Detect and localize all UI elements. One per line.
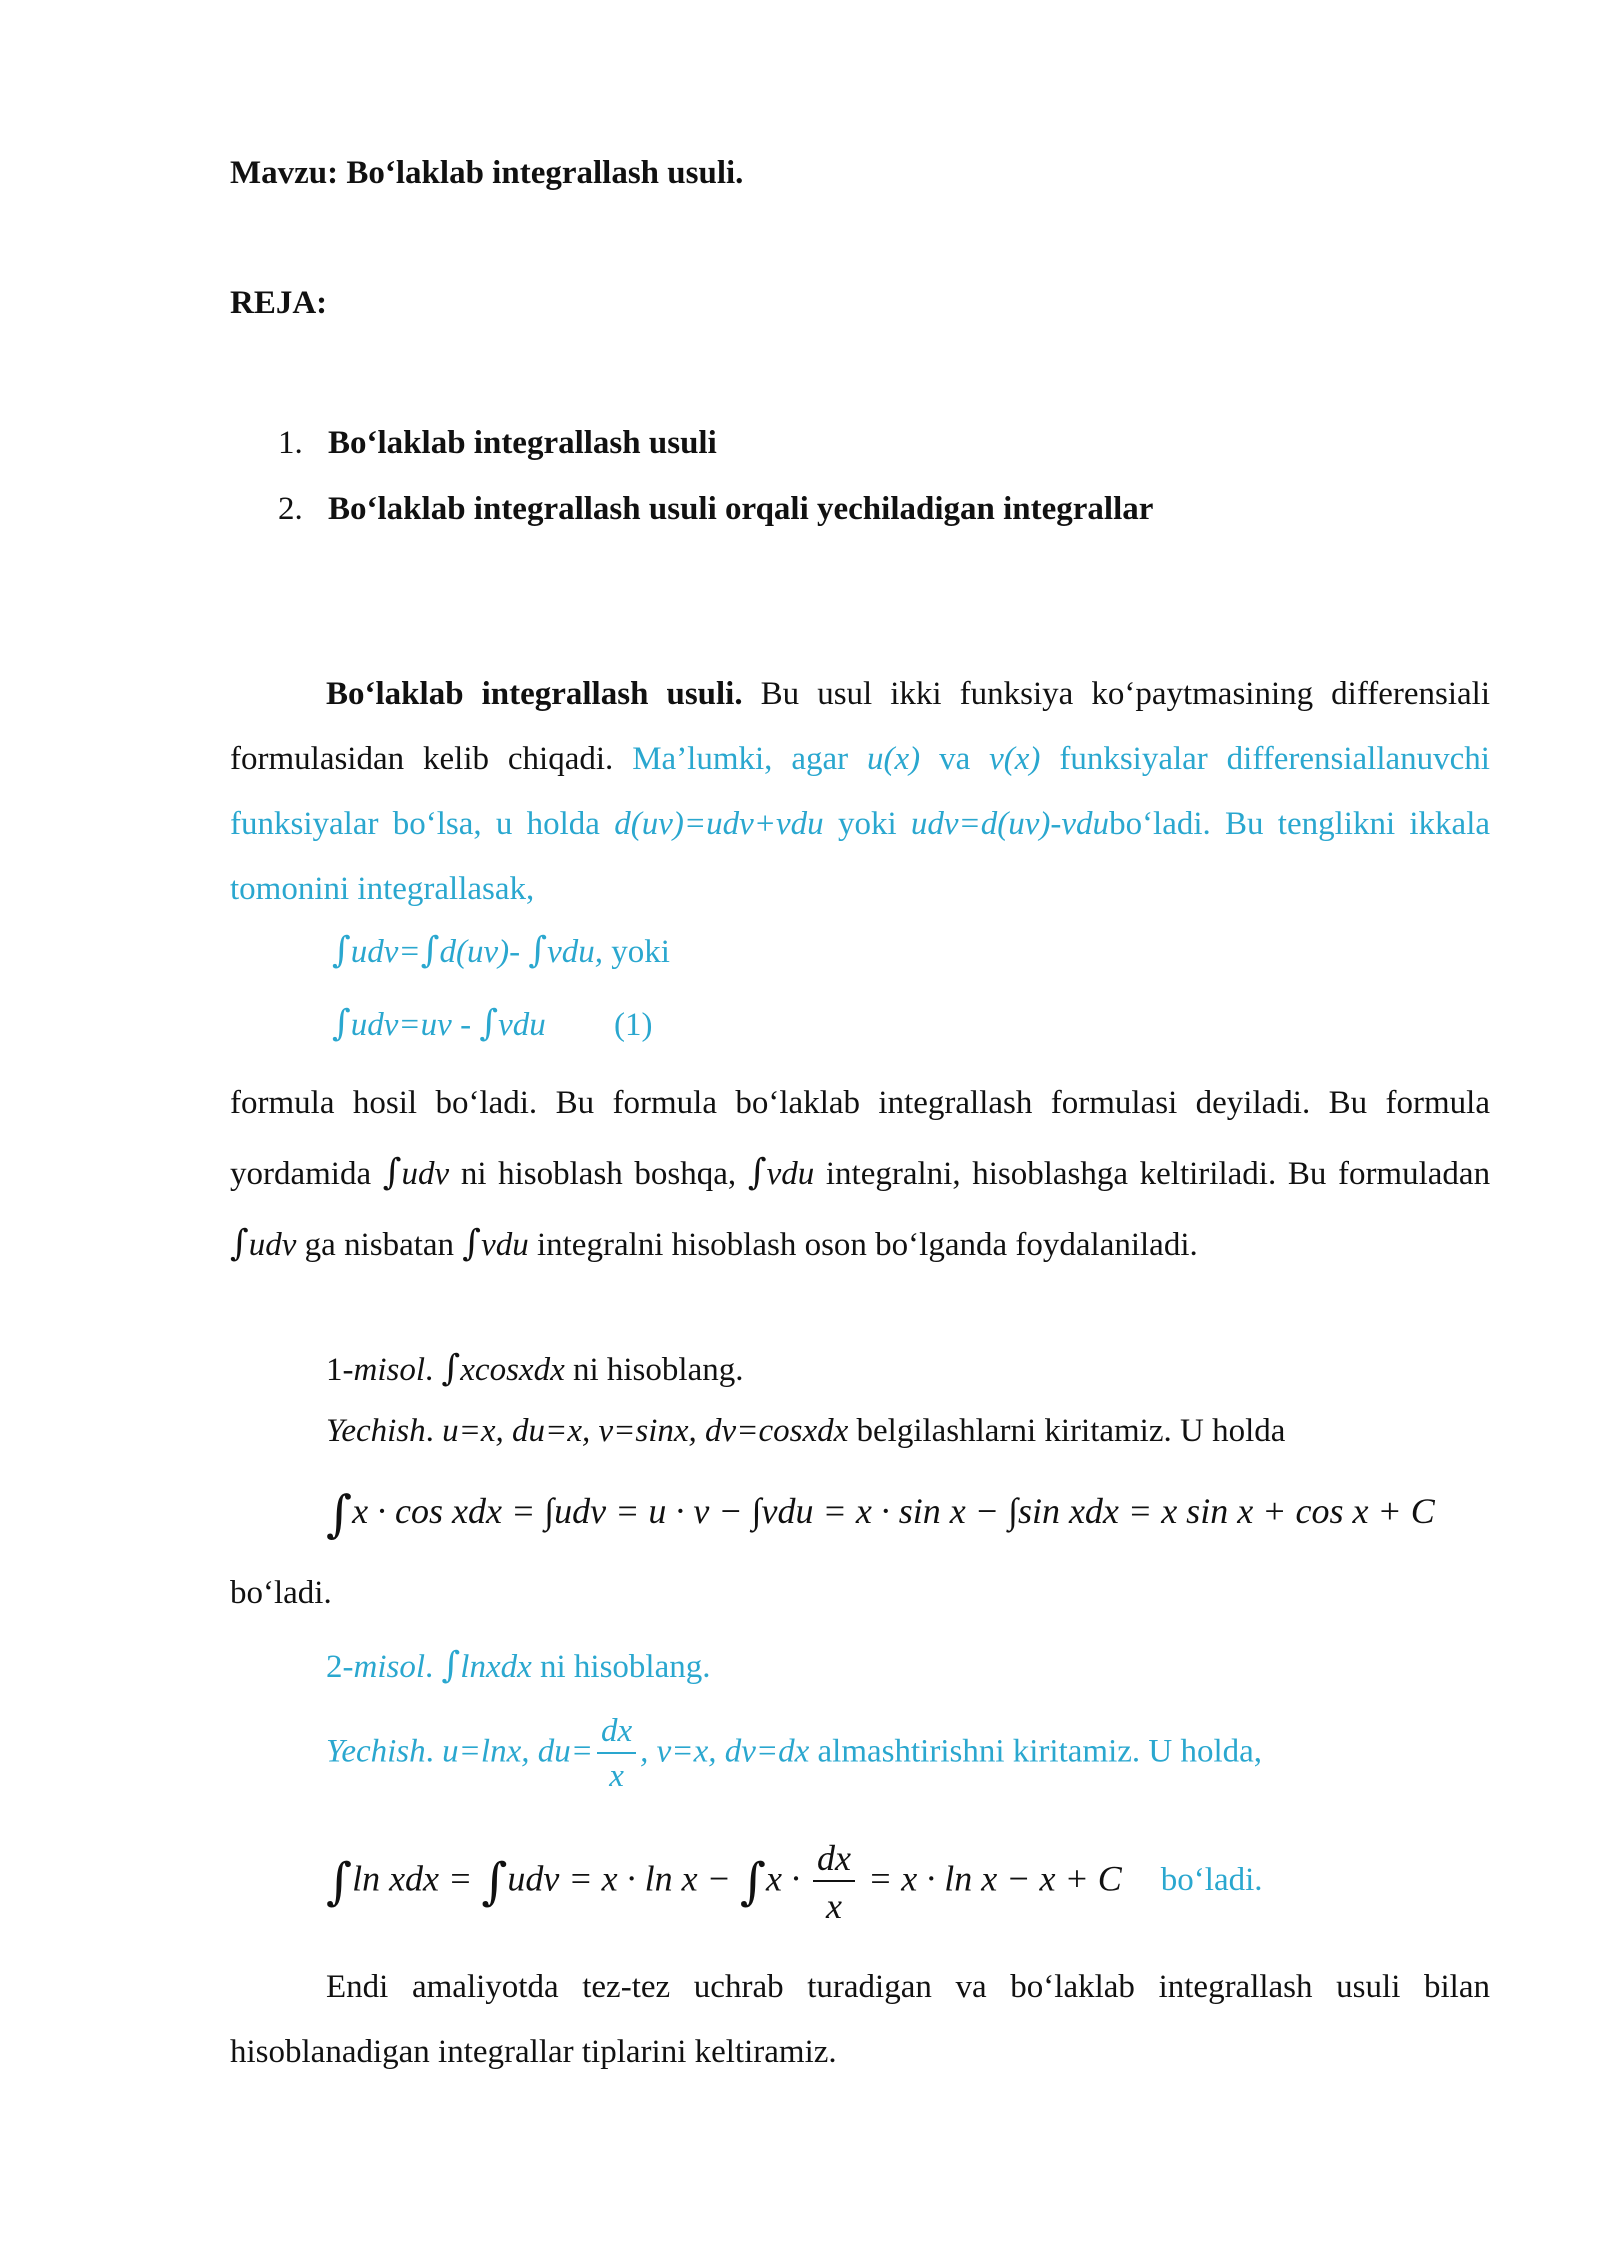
equation-number: (1)	[614, 1007, 653, 1043]
fraction-dx-x: $\frac{dx}{x}$	[813, 1840, 855, 1924]
formula-paragraph: formula hosil bo‘ladi. Bu formula bo‘laklab integrallash formulasi deyiladi. Bu formula yordamida ∫udv ni hisoblash boshqa, ∫vdu integralni, hisoblashga keltiriladi. Bu formuladan ∫udv ga nisbatan ∫vdu integralni hisoblash oson bo‘lganda foydalaniladi.	[230, 1085, 1491, 1264]
example-1-task: 1-misol. ∫xcosxdx ni hisoblang.	[326, 1348, 744, 1389]
plan-item: 2. Bo‘laklab integrallash usuli orqali yechiladigan integrallar	[278, 491, 1154, 527]
plan-heading: REJA:	[230, 285, 328, 321]
example-1-solution: Yechish. u=x, du=x, v=sinx, dv=cosxdx belgilashlarni kiritamiz. U holda	[326, 1413, 1286, 1449]
example-1-after: bo‘ladi.	[230, 1575, 332, 1611]
outro-paragraph: Endi amaliyotda tez-tez uchrab turadigan va bo‘laklab integrallash usuli bilan hisoblanadigan integrallar tiplarini keltiramiz.	[230, 1969, 1490, 2070]
example-2-solution: Yechish. u=lnx, du= $\frac{dx}{x}$ , v=x, dv=dx almashtirishni kiritamiz. U holda,	[326, 1713, 1263, 1794]
intro-paragraph: Bo‘laklab integrallash usuli. Bu usul ikki funksiya ko‘paytmasining differensiali formulasidan kelib chiqadi. Ma’lumki, agar u(x) va v(x) funksiyalar differensiallanuvchi funksiyalar bo‘lsa, u holda d(uv)=udv+vdu yoki udv=d(uv)-vdubo‘ladi. Bu tenglikni ikkala tomonini integrallasak,	[230, 676, 1491, 907]
plan-item: 1. Bo‘laklab integrallash usuli	[278, 425, 717, 461]
example-1-formula: ∫x · cos xdx = ∫udv = u · v − ∫vdu = x · sin x − ∫sin xdx = x sin x + cos x + C	[326, 1485, 1435, 1543]
fraction-dx-x: $\frac{dx}{x}$	[597, 1715, 636, 1793]
section-title: Bo‘laklab integrallash usuli.	[326, 676, 743, 712]
equation-formula-1: ∫udv=uv - ∫vdu (1)	[332, 1003, 653, 1044]
example-2-formula: ∫ln xdx = ∫udv = x · ln x − ∫x · $\frac{dx}{x}$ = x · ln x − x + C bo‘ladi.	[326, 1838, 1263, 1926]
plan-list	[278, 410, 1153, 542]
equation-integrated: ∫udv=∫d(uv)- ∫vdu, yoki	[332, 930, 670, 971]
example-2-task: 2-misol. ∫lnxdx ni hisoblang.	[326, 1645, 711, 1686]
topic-heading: Mavzu: Bo‘laklab integrallash usuli.	[230, 155, 744, 191]
